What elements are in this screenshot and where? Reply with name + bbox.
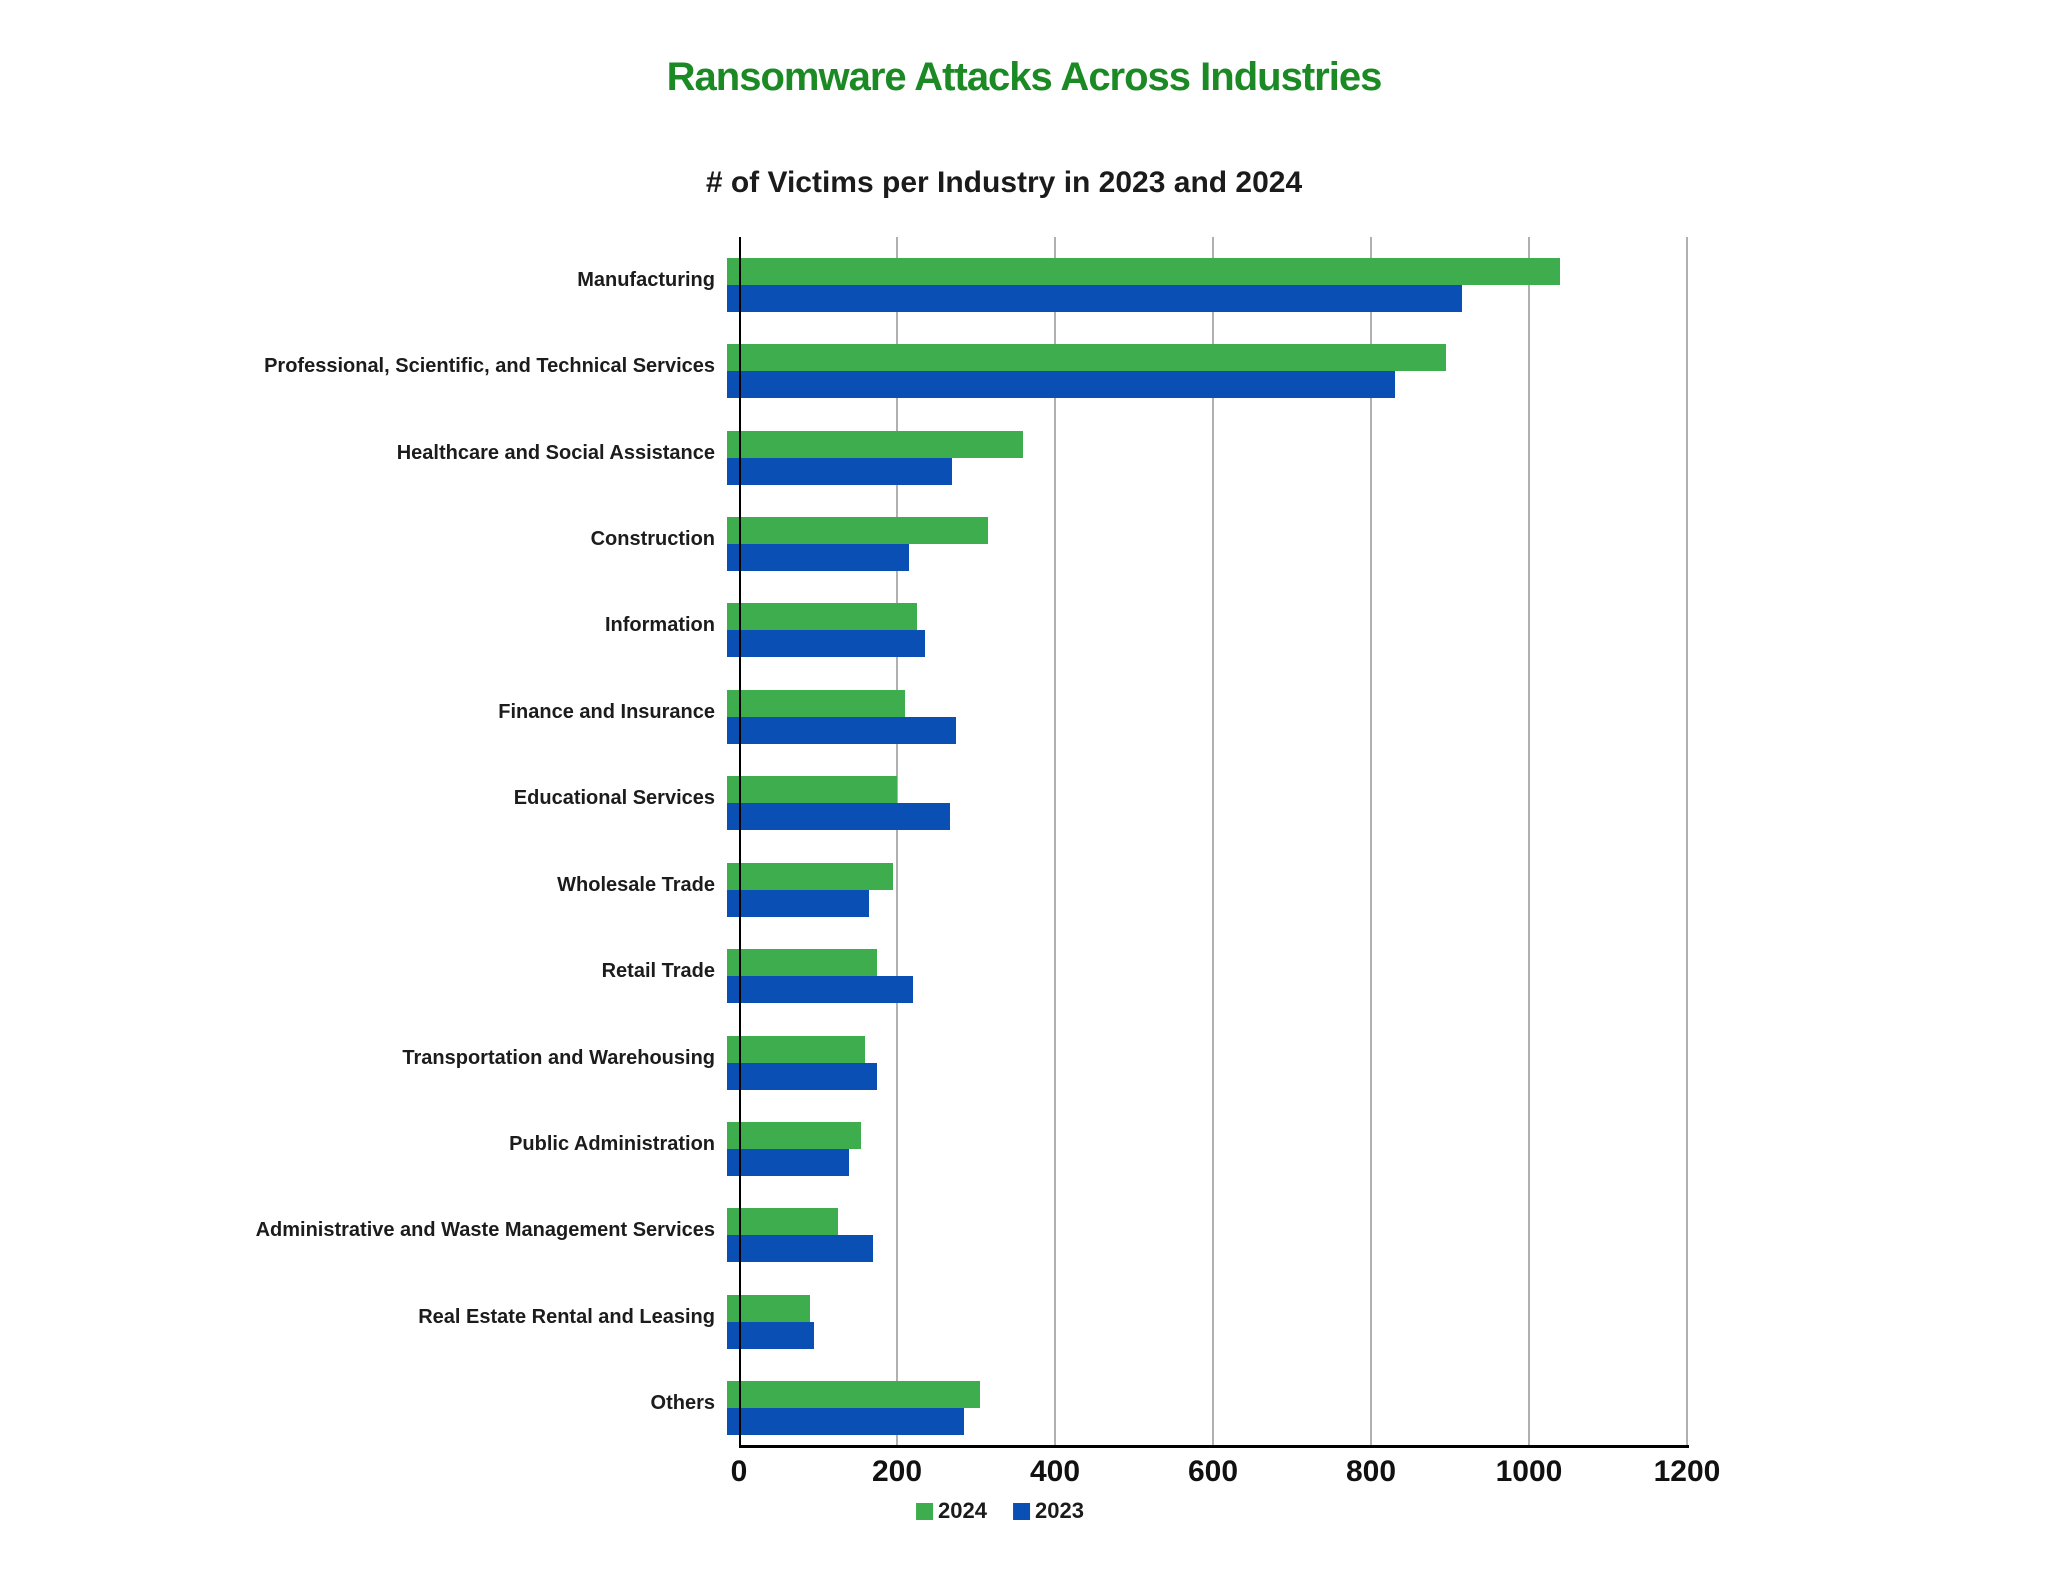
- category-label-professional-scientific-and-technical-services: Professional, Scientific, and Technical Services: [264, 355, 715, 378]
- bar-2024-public-administration[interactable]: [727, 1122, 861, 1149]
- bar-group: [727, 1295, 1675, 1349]
- x-tick-label-1000: 1000: [1495, 1455, 1563, 1488]
- bar-group: [727, 949, 1675, 1003]
- plot-area: [0, 237, 1687, 1447]
- category-label-administrative-and-waste-management-services: Administrative and Waste Management Services: [255, 1219, 715, 1242]
- bar-group: [727, 1036, 1675, 1090]
- bar-2024-construction[interactable]: [727, 517, 988, 544]
- bar-2024-finance-and-insurance[interactable]: [727, 690, 905, 717]
- category-label-real-estate-rental-and-leasing: Real Estate Rental and Leasing: [418, 1305, 715, 1328]
- x-axis: [739, 1445, 1689, 1448]
- bar-2024-educational-services[interactable]: [727, 776, 897, 803]
- legend-swatch-2024: [916, 1503, 933, 1520]
- category-label-wholesale-trade: Wholesale Trade: [557, 873, 715, 896]
- category-label-manufacturing: Manufacturing: [577, 268, 715, 291]
- category-row: [0, 1274, 1687, 1360]
- category-row: [0, 237, 1687, 323]
- legend-swatch-2023: [1013, 1503, 1030, 1520]
- legend-item-2023: [1013, 1498, 1084, 1524]
- x-tick-label-1200: 1200: [1653, 1455, 1721, 1488]
- bar-2024-wholesale-trade[interactable]: [727, 863, 893, 890]
- category-row: [0, 842, 1687, 928]
- bar-group: [727, 603, 1675, 657]
- legend: [916, 1498, 1084, 1524]
- bar-2023-professional-scientific-and-technical-services[interactable]: [727, 371, 1395, 398]
- bar-2023-construction[interactable]: [727, 544, 909, 571]
- bar-2023-educational-services[interactable]: [727, 803, 950, 830]
- category-row: [0, 323, 1687, 409]
- category-row: [0, 583, 1687, 669]
- category-row: [0, 1188, 1687, 1274]
- category-row: [0, 928, 1687, 1014]
- legend-label-2024: 2024: [938, 1498, 987, 1523]
- x-tick-label-400: 400: [1029, 1455, 1081, 1488]
- x-tick-label-200: 200: [871, 1455, 923, 1488]
- bar-2024-information[interactable]: [727, 603, 917, 630]
- bar-2023-finance-and-insurance[interactable]: [727, 717, 956, 744]
- x-tick-label-0: 0: [730, 1455, 748, 1488]
- legend-label-2023: 2023: [1035, 1498, 1084, 1523]
- bar-2023-transportation-and-warehousing[interactable]: [727, 1063, 877, 1090]
- bar-2024-manufacturing[interactable]: [727, 258, 1560, 285]
- bar-2023-public-administration[interactable]: [727, 1149, 849, 1176]
- category-label-information: Information: [605, 614, 715, 637]
- chart-title: Ransomware Attacks Across Industries: [666, 55, 1382, 99]
- bar-group: [727, 863, 1675, 917]
- bar-group: [727, 1122, 1675, 1176]
- bar-2024-professional-scientific-and-technical-services[interactable]: [727, 344, 1446, 371]
- bar-2024-administrative-and-waste-management-services[interactable]: [727, 1208, 838, 1235]
- category-label-educational-services: Educational Services: [513, 787, 715, 810]
- category-label-construction: Construction: [590, 527, 715, 550]
- bar-2024-transportation-and-warehousing[interactable]: [727, 1036, 865, 1063]
- chart-subtitle: # of Victims per Industry in 2023 and 2024: [705, 166, 1303, 199]
- bar-2023-others[interactable]: [727, 1408, 964, 1435]
- category-row: [0, 410, 1687, 496]
- bar-2023-wholesale-trade[interactable]: [727, 890, 869, 917]
- bar-2023-retail-trade[interactable]: [727, 976, 913, 1003]
- bar-2024-healthcare-and-social-assistance[interactable]: [727, 431, 1023, 458]
- category-row: [0, 669, 1687, 755]
- category-label-healthcare-and-social-assistance: Healthcare and Social Assistance: [396, 441, 715, 464]
- bar-group: [727, 1381, 1675, 1435]
- category-row: [0, 1360, 1687, 1446]
- bar-group: [727, 344, 1675, 398]
- bar-chart: [0, 237, 1687, 1447]
- bar-group: [727, 431, 1675, 485]
- category-row: [0, 1015, 1687, 1101]
- bar-2023-administrative-and-waste-management-services[interactable]: [727, 1235, 873, 1262]
- bar-group: [727, 1208, 1675, 1262]
- bar-group: [727, 517, 1675, 571]
- category-label-retail-trade: Retail Trade: [601, 960, 715, 983]
- bar-2023-information[interactable]: [727, 630, 925, 657]
- legend-item-2024: [916, 1498, 987, 1524]
- bar-group: [727, 776, 1675, 830]
- bar-2024-retail-trade[interactable]: [727, 949, 877, 976]
- bar-2023-healthcare-and-social-assistance[interactable]: [727, 458, 952, 485]
- category-row: [0, 1101, 1687, 1187]
- bar-2023-manufacturing[interactable]: [727, 285, 1462, 312]
- category-row: [0, 496, 1687, 582]
- category-label-others: Others: [650, 1392, 715, 1415]
- x-tick-label-600: 600: [1187, 1455, 1239, 1488]
- bar-2024-others[interactable]: [727, 1381, 980, 1408]
- y-axis: [739, 237, 741, 1447]
- category-label-transportation-and-warehousing: Transportation and Warehousing: [402, 1046, 715, 1069]
- bar-group: [727, 258, 1675, 312]
- category-label-public-administration: Public Administration: [509, 1132, 715, 1155]
- x-tick-label-800: 800: [1345, 1455, 1397, 1488]
- category-label-finance-and-insurance: Finance and Insurance: [498, 700, 715, 723]
- x-axis-tick-labels: [730, 1455, 1721, 1495]
- category-row: [0, 756, 1687, 842]
- bar-group: [727, 690, 1675, 744]
